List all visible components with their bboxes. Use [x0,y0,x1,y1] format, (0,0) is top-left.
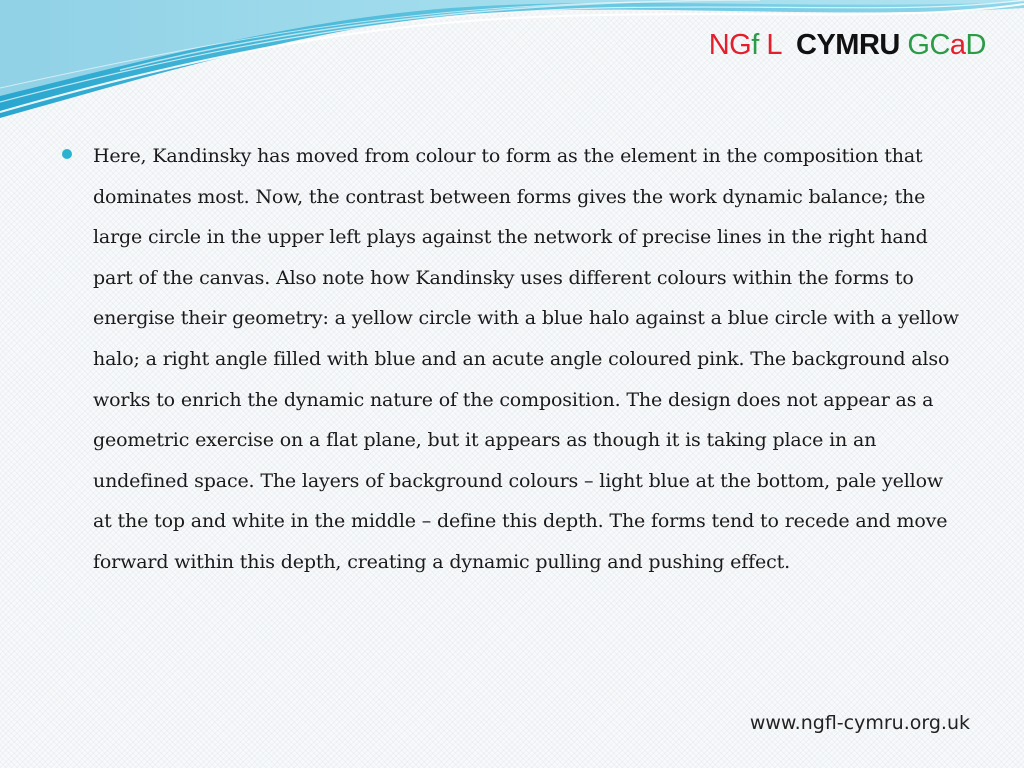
bullet-dot-icon [62,149,72,159]
ngfl-cymru-logo [709,28,986,62]
bullet-item [62,136,967,583]
footer-url: www.ngfl-cymru.org.uk [749,712,970,734]
logo-cymru-text: CYMRU [796,29,900,61]
logo-f-text: f [751,29,759,61]
bullet-text: Here, Kandinsky has moved from colour to form as the element in the composition that dominates most. Now, the contrast between forms gives the work dynamic balance; the large circle in the upper left plays against the network of precise lines in the right hand part of the canvas. Also note how Kandinsky uses different colours within the forms to energise their geometry: a yellow circle with a blue halo against a blue circle with a yellow halo; a right angle filled with blue and an acute angle coloured pink. The background also works to enrich the dynamic nature of the composition. The design does not appear as a geometric exercise on a flat plane, but it appears as though it is taking place in an undefined space. The layers of background colours – light blue at the bottom, pale yellow at the top and white in the middle – define this depth. The forms tend to recede and move forward within this depth, creating a dynamic pulling and pushing effect. [93,145,959,573]
logo-l-text: L [766,29,782,61]
slide-content [62,136,967,583]
logo-ng-text: NG [708,29,752,61]
logo-d-text: D [965,29,986,61]
logo-gc-text: GC [907,29,950,61]
logo-a-text: a [949,29,966,61]
